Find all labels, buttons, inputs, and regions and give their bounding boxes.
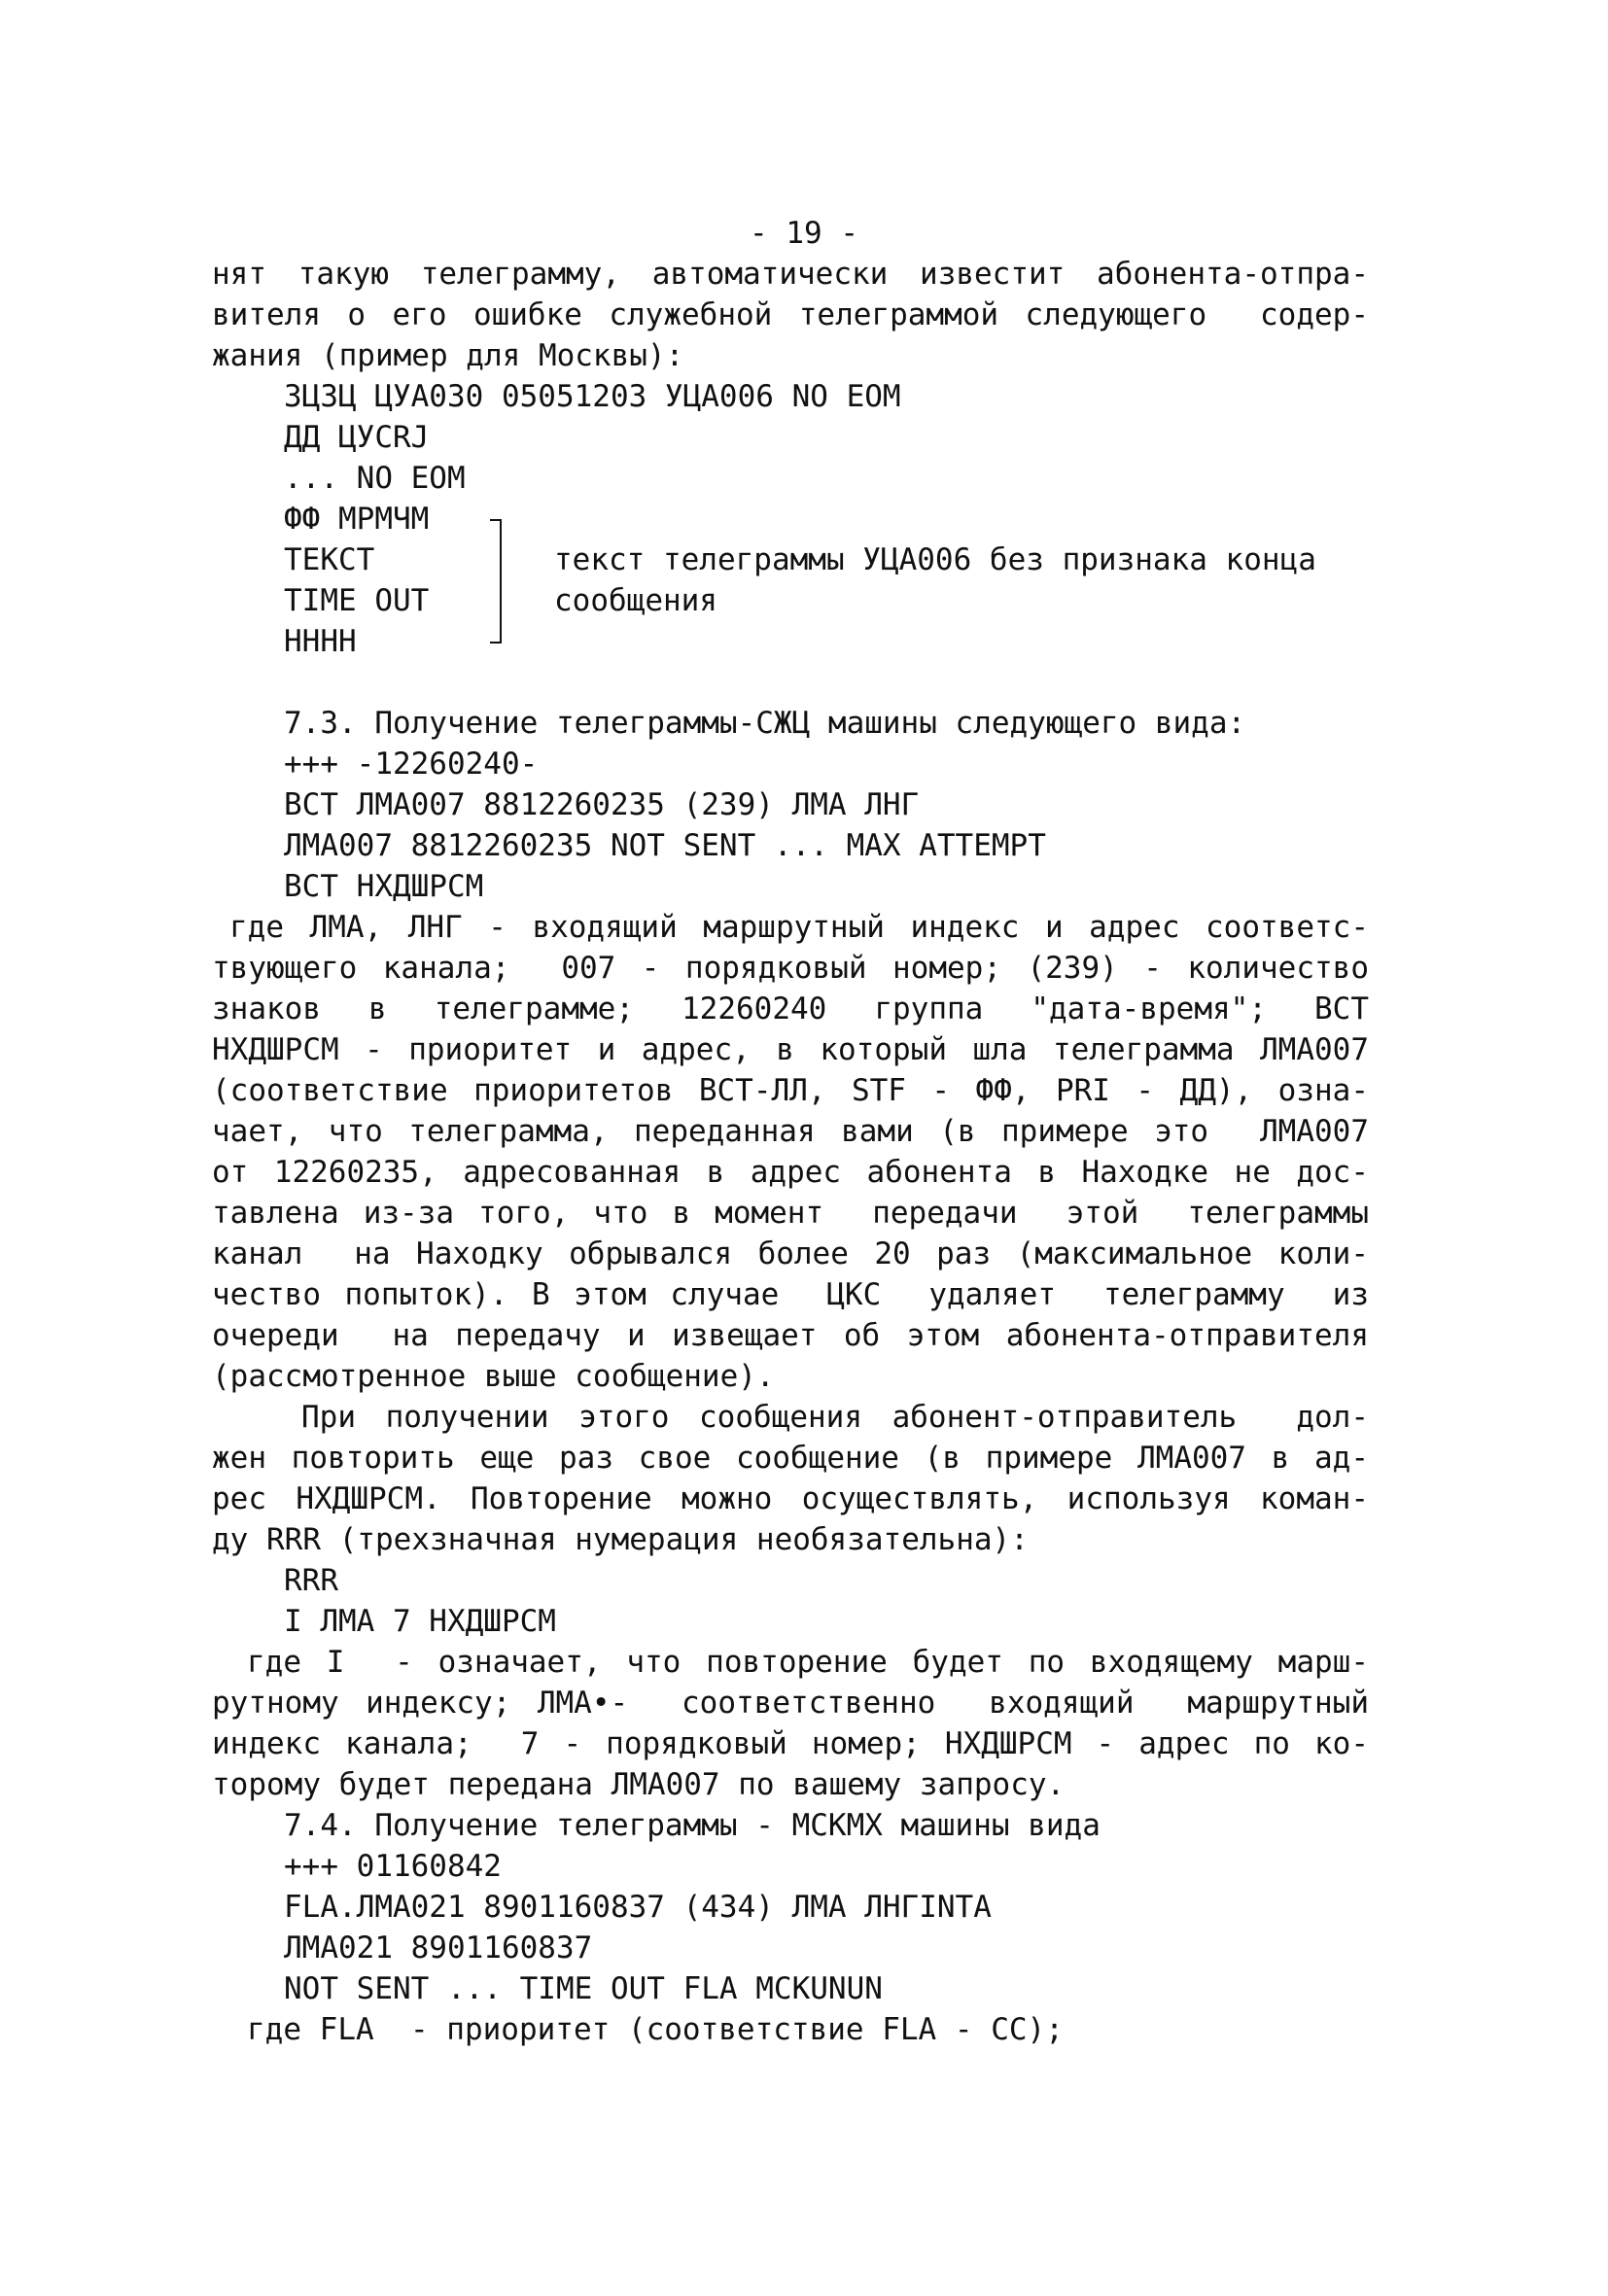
code-line: НННН (284, 624, 357, 659)
section-heading: 7.3. Получение телеграммы-СЖЦ машины следующего вида: (284, 706, 1246, 741)
paragraph-line: вителя о его ошибке служебной телеграммой следующего содер- (212, 297, 1369, 332)
code-line: ДД ЦУCRJ (284, 420, 430, 455)
paragraph-line: НХДШРСМ - приоритет и адрес, в который шла телеграмма ЛМА007 (212, 1032, 1369, 1067)
paragraph-line: чество попыток). В этом случае ЦКС удаляет телеграмму из (212, 1277, 1369, 1312)
paragraph-line: индекс канала; 7 - порядковый номер; НХДШРСМ - адрес по ко- (212, 1726, 1369, 1761)
paragraph-line: ду RRR (трехзначная нумерация необязательна): (212, 1522, 1029, 1557)
paragraph-line: где ЛМА, ЛНГ - входящий маршрутный индекс и адрес соответс- (229, 910, 1369, 945)
paragraph-line: чает, что телеграмма, переданная вами (в примере это ЛМА007 (212, 1114, 1369, 1149)
code-line: +++ -12260240- (284, 747, 539, 782)
paragraph-line: При получении этого сообщения абонент-отправитель дол- (301, 1400, 1369, 1435)
paragraph-line: где I - означает, что повторение будет по входящему марш- (247, 1645, 1369, 1680)
paragraph-line: очереди на передачу и извещает об этом абонента-отправителя (212, 1318, 1369, 1353)
annotation-line: текст телеграммы УЦА006 без признака конца (554, 542, 1316, 577)
code-line: +++ 01160842 (284, 1849, 502, 1884)
paragraph-line: твующего канала; 007 - порядковый номер; (239) - количество (212, 951, 1369, 986)
paragraph-line: (рассмотренное выше сообщение). (212, 1359, 775, 1394)
code-line: I ЛМА 7 НХДШРСМ (284, 1604, 556, 1639)
paragraph-line: канал на Находку обрывался более 20 раз (максимальное коли- (212, 1236, 1369, 1271)
code-line: FLA.ЛМА021 8901160837 (434) ЛМА ЛНГINTA (284, 1890, 992, 1925)
code-line: ЗЦЗЦ ЦУА030 05051203 УЦА006 NO EOM (284, 379, 901, 414)
paragraph-line: рес НХДШРСМ. Повторение можно осуществлять, используя коман- (212, 1481, 1369, 1516)
paragraph-line: нят такую телеграмму, автоматически известит абонента-отпра- (212, 257, 1369, 292)
page-number: - 19 - (750, 216, 858, 251)
code-line: ВСТ ЛМА007 8812260235 (239) ЛМА ЛНГ (284, 787, 920, 822)
annotation-line: сообщения (554, 583, 717, 618)
code-line: ЛМА021 8901160837 (284, 1931, 593, 1966)
bracket (490, 519, 502, 644)
code-line: ... NO EOM (284, 461, 466, 496)
section-heading: 7.4. Получение телеграммы - МСКМХ машины вида (284, 1808, 1101, 1843)
code-line: RRR (284, 1563, 338, 1598)
paragraph-line: тавлена из-за того, что в момент передачи этой телеграммы (212, 1196, 1369, 1231)
paragraph-line: от 12260235, адресованная в адрес абонента в Находке не дос- (212, 1155, 1369, 1190)
paragraph-line: торому будет передана ЛМА007 по вашему запросу. (212, 1767, 1066, 1802)
code-line: ФФ МРМЧМ (284, 502, 430, 537)
code-line: ВСТ НХДШРСМ (284, 869, 484, 904)
paragraph-line: где FLA - приоритет (соответствие FLA - СС); (247, 2012, 1064, 2047)
paragraph-line: знаков в телеграмме; 12260240 группа "дата-время"; ВСТ (212, 991, 1369, 1026)
paragraph-line: рутному индексу; ЛМА•- соответственно входящий маршрутный (212, 1686, 1369, 1721)
paragraph-line: жания (пример для Москвы): (212, 338, 684, 373)
paragraph-line: жен повторить еще раз свое сообщение (в примере ЛМА007 в ад- (212, 1441, 1369, 1476)
code-line: ЛМА007 8812260235 NOT SENT ... MAX ATTEMPT (284, 828, 1046, 863)
paragraph-line: (соответствие приоритетов ВСТ-ЛЛ, STF - ФФ, PRI - ДД), озна- (212, 1073, 1369, 1108)
code-line: TIME OUT (284, 583, 430, 618)
code-line: ТЕКСТ (284, 542, 375, 577)
code-line: NOT SENT ... TIME OUT FLA МСКUNUN (284, 1971, 883, 2006)
